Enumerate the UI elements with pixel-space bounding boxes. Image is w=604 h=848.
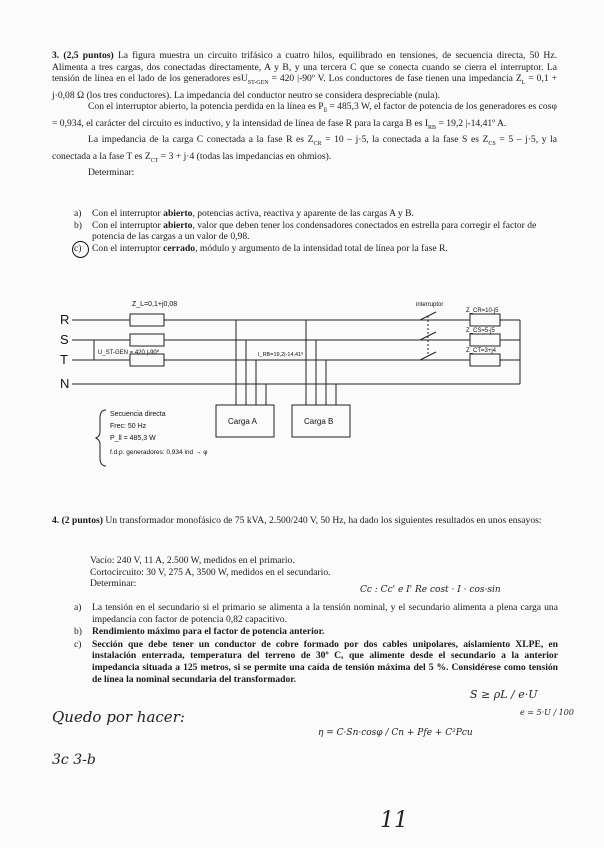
svg-text:T: T	[60, 352, 68, 367]
svg-text:S: S	[60, 332, 69, 347]
irb-label: I_RB=19,2|-14,41º	[258, 352, 304, 358]
page-number: 11	[380, 808, 408, 833]
svg-text:P_ll = 485,3 W: P_ll = 485,3 W	[110, 435, 156, 442]
transformer-tests: Vacío: 240 V, 11 A, 2.500 W, medidos en el primario. Cortocircuito: 30 V, 275 A, 3500 W, medidos en el secundario. Determinar:	[90, 555, 331, 590]
question-4b: b) Rendimiento máximo para el factor de potencia anterior.	[74, 626, 325, 638]
problem-4-statement: 4. (2 puntos) Un transformador monofásico de 75 kVA, 2.500/240 V, 50 Hz, ha dado los siguientes resultados en unos ensayos:	[52, 515, 542, 526]
load-b: Carga B	[304, 417, 334, 426]
question-3b: b) Con el interruptor abierto, valor que deben tener los condensadores conectados en estrella para corregir el factor de potencia de las cargas a un valor de 0,98.	[74, 219, 537, 243]
switch-label: interruptor	[416, 302, 444, 308]
determine-label: Determinar:	[88, 167, 135, 179]
question-3c: c) Con el interruptor cerrado, módulo y argumento de la intensidad total de línea por la fase R.	[74, 243, 558, 255]
handwritten-note: η = C·Sn·cosφ / Cn + Pfe + C²Pcu	[318, 728, 473, 738]
svg-text:Secuencia directa: Secuencia directa	[110, 411, 166, 418]
svg-text:R: R	[60, 312, 70, 327]
svg-text:Z_CS=5-j5: Z_CS=5-j5	[466, 328, 495, 334]
problem-3-questions	[74, 208, 558, 254]
handwritten-note: 3c 3-b	[52, 752, 96, 768]
zl-label: Z_L=0,1+j0,08	[132, 301, 178, 308]
question-4c: c) Sección que debe tener un conductor de cobre formado por dos cables unipolares, aislamiento XLPE, en instalación enterrada, temperatura del terreno de 30º C, que alimente desde el secundario a la anterior impedancia situada a 125 metros, si se permite una caída de tensión máxima del 5 %. Considérese como tensión de línea la nominal secundaria del transformador.	[74, 638, 558, 685]
svg-text:f.d.p. generadores: 0,934 ind: f.d.p. generadores: 0,934 ind → φ	[110, 449, 208, 456]
question-3a: a) Con el interruptor abierto, potencias activa, reactiva y aparente de las cargas A y B.	[74, 208, 414, 219]
circuit-diagram	[60, 290, 540, 480]
load-a: Carga A	[228, 417, 257, 426]
handwritten-note: Quedo por hacer:	[52, 708, 185, 726]
handwritten-note: Cc : Cc' e I' Re cost · I · cos·sin	[360, 585, 501, 595]
ust-label: U_ST-GEN = 420 |-90º	[98, 350, 159, 356]
question-4a: a) La tensión en el secundario si el primario se alimenta a la tensión nominal, y el secundario alimenta a plena carga una impedancia con factor de potencia 0,82 capacitivo.	[74, 602, 558, 625]
svg-text:Frec: 50 Hz: Frec: 50 Hz	[110, 423, 147, 430]
handwritten-note: e = 5·U / 100	[520, 708, 574, 717]
svg-text:N: N	[60, 376, 70, 391]
svg-text:Z_CT=3+j4: Z_CT=3+j4	[466, 348, 497, 354]
svg-text:Z_CR=10-j5: Z_CR=10-j5	[466, 308, 499, 314]
problem-4-questions	[74, 602, 558, 686]
problem-3-statement: 3. (2,5 puntos) La figura muestra un circuito trifásico a cuatro hilos, equilibrado en tensiones, de secuencia directa, 50 Hz. Alimenta a tres cargas, dos conectadas directamente, A y B, y una tercera C que se conecta cuando se cierra el interruptor. La tensión de línea en el lado de los generadores esU$_{ST-GEN}$ = 420 |-90º V. Los conductores de fase tienen una impedancia $Z_L = 0,1 + j\cdot 0,08$ Ω (los tres conductores). La impedancia del conductor neutro se considera despreciable (nula). Con el interruptor abierto, la potencia perdida en la línea es $P_{ll} = 485,3$ W, el factor de potencia de los generadores es cosφ = 0,934, el carácter del circuito es inductivo, y la intensidad de línea de fase R para la carga B es $I_{RB} = 19,2$ |-14,41º A. La impedancia de la carga C conectada a la fase R es $Z_{CR} = 10 - j\cdot 5$, la conectada a la fase S es $Z_{CS} = 5 - j\cdot 5$, y la conectada a la fase T es $Z_{CT} = 3 + j\cdot 4$ (todas las impedancias en ohmios). Determinar:	[52, 50, 558, 179]
handwritten-note: S ≥ ρL / e·U	[470, 688, 538, 701]
